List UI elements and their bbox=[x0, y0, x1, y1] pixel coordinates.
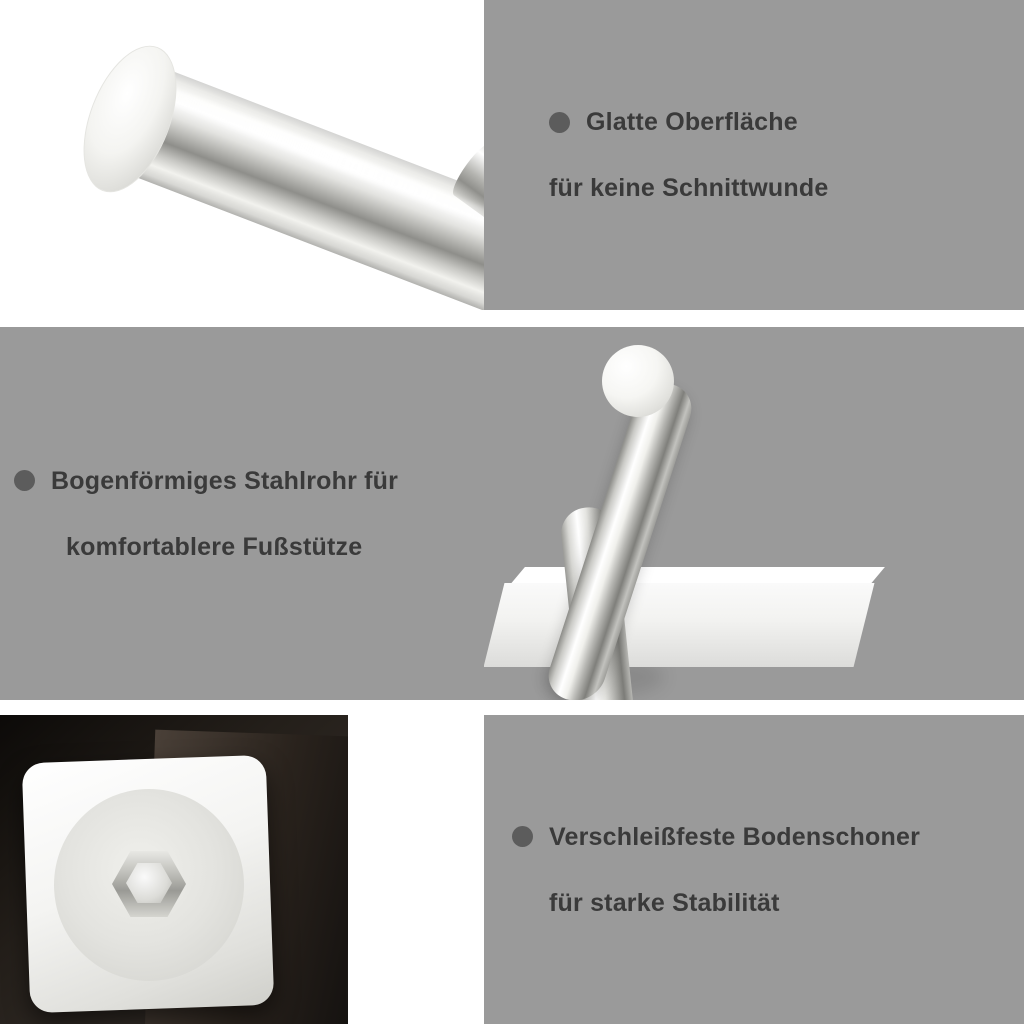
feature-2-line-2-row bbox=[14, 532, 484, 562]
bullet-dot-icon bbox=[549, 112, 570, 133]
tube-end-knob-shape bbox=[602, 345, 674, 417]
feature-3-line-1-row bbox=[512, 822, 1024, 852]
feature-2-line-2-text: komfortablere Fußstütze bbox=[66, 532, 363, 561]
white-block-front-face bbox=[484, 583, 874, 667]
feature-1-line-1-row bbox=[549, 107, 1024, 137]
feature-1-line-2-row bbox=[549, 173, 1024, 203]
feature-1-line-2-text: für keine Schnittwunde bbox=[549, 174, 829, 202]
feature-2-line-1-text: Bogenförmiges Stahlrohr für bbox=[51, 466, 399, 495]
feature-1-line-1-text: Glatte Oberfläche bbox=[586, 108, 798, 136]
photo-chrome-tube-end bbox=[0, 0, 484, 310]
feature-2-line-1-row bbox=[14, 466, 484, 496]
bullet-dot-icon bbox=[512, 826, 533, 847]
feature-3-line-2-text: für starke Stabilität bbox=[549, 888, 780, 917]
feature-text-panel-3 bbox=[484, 715, 1024, 1024]
feature-text-panel-2 bbox=[0, 327, 484, 700]
feature-3-line-1-text: Verschleißfeste Bodenschoner bbox=[549, 822, 921, 851]
photo-floor-protector bbox=[0, 715, 348, 1024]
chrome-tube-illustration bbox=[0, 0, 484, 310]
feature-3-line-2-row bbox=[512, 888, 1024, 918]
photo-curved-steel-tube bbox=[484, 327, 1024, 700]
feature-text-panel-1 bbox=[484, 0, 1024, 310]
bullet-dot-icon bbox=[14, 470, 35, 491]
spacer-white-block bbox=[348, 715, 484, 1024]
